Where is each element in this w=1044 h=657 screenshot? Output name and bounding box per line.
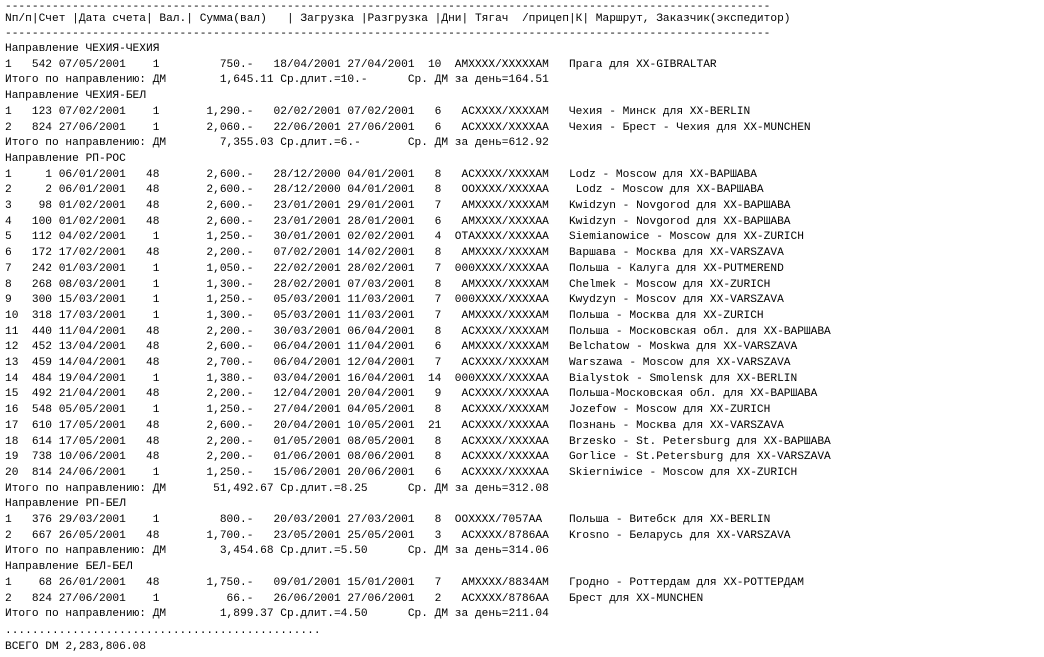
table-row: 13 459 14/04/2001 48 2,700.- 06/04/2001 12/04/2001 7 ACXXXX/XXXXAM Warszawa - Moscow для XX-VARSZAVA: [5, 357, 791, 369]
table-row: 1 123 07/02/2001 1 1,290.- 02/02/2001 07/02/2001 6 ACXXXX/XXXXAM Чехия - Минск для XX-BERLIN: [5, 105, 751, 118]
table-row: 18 614 17/05/2001 48 2,200.- 01/05/2001 08/05/2001 8 ACXXXX/XXXXAA Brzesko - St. Petersburg для XX-ВАРШАВА: [5, 435, 831, 448]
table-row: 9 300 15/03/2001 1 1,250.- 05/03/2001 11/03/2001 7 000XXXX/XXXXAA Kwydzyn - Moscov для XX-VARSZAVA: [5, 294, 784, 307]
table-row: 1 68 26/01/2001 48 1,750.- 09/01/2001 15/01/2001 7 AMXXXX/8834AM Гродно - Роттердам для XX-РОТТЕРДАМ: [5, 576, 804, 589]
table-row: 3 98 01/02/2001 48 2,600.- 23/01/2001 29/01/2001 7 AMXXXX/XXXXAM Kwidzyn - Novgorod для XX-ВАРШАВА: [5, 200, 791, 212]
table-row: 11 440 11/04/2001 48 2,200.- 30/03/2001 06/04/2001 8 ACXXXX/XXXXAM Польша - Московская обл. для XX-ВАРШАВА: [5, 325, 831, 338]
separator-top: ------------------------------------------------------------------------------------------------------------------: [5, 1, 771, 13]
table-row: 17 610 17/05/2001 48 2,600.- 20/04/2001 10/05/2001 21 ACXXXX/XXXXAA Познань - Москва для XX-VARSZAVA: [5, 419, 784, 432]
direction-heading: Направление БЕЛ-БЕЛ: [5, 561, 133, 574]
direction-total: Итого по направлению: ДМ 7,355.03 Ср.длит.=6.- Ср. ДМ за день=612.92: [5, 137, 549, 150]
direction-heading: Направление ЧЕХИЯ-ЧЕХИЯ: [5, 43, 160, 55]
table-row: 2 824 27/06/2001 1 66.- 26/06/2001 27/06/2001 2 ACXXXX/8786AA Брест для XX-MUNCHEN: [5, 592, 704, 605]
table-row: 12 452 13/04/2001 48 2,600.- 06/04/2001 11/04/2001 6 AMXXXX/XXXXAM Belchatow - Moskwa для XX-VARSZAVA: [5, 341, 798, 354]
table-row: 6 172 17/02/2001 48 2,200.- 07/02/2001 14/02/2001 8 AMXXXX/XXXXAM Варшава - Москва для XX-VARSZAVA: [5, 247, 784, 260]
grand-total: ВСЕГО DM 2,283,806.08: [5, 640, 146, 653]
direction-total: Итого по направлению: ДМ 51,492.67 Ср.длит.=8.25 Ср. ДМ за день=312.08: [5, 482, 549, 495]
table-row: 14 484 19/04/2001 1 1,380.- 03/04/2001 16/04/2001 14 000XXXX/XXXXAA Bialystok - Smolensk для XX-BERLIN: [5, 372, 798, 385]
table-row: 10 318 17/03/2001 1 1,300.- 05/03/2001 11/03/2001 7 AMXXXX/XXXXAM Польша - Москва для XX-ZURICH: [5, 309, 764, 322]
table-row: 2 2 06/01/2001 48 2,600.- 28/12/2000 04/01/2001 8 OOXXXX/XXXXAA Lodz - Moscow для XX-ВАРШАВА: [5, 184, 764, 197]
table-row: 16 548 05/05/2001 1 1,250.- 27/04/2001 04/05/2001 8 ACXXXX/XXXXAM Jozefow - Moscow для XX-ZURICH: [5, 404, 771, 417]
direction-total: Итого по направлению: ДМ 3,454.68 Ср.длит.=5.50 Ср. ДМ за день=314.06: [5, 545, 549, 558]
table-row: 19 738 10/06/2001 48 2,200.- 01/06/2001 08/06/2001 8 ACXXXX/XXXXAA Gorlice - St.Petersburg для XX-VARSZAVA: [5, 451, 831, 464]
direction-heading: Направление РП-БЕЛ: [5, 498, 126, 511]
table-row: 20 814 24/06/2001 1 1,250.- 15/06/2001 20/06/2001 6 ACXXXX/XXXXAA Skierniwice - Moscow для XX-ZURICH: [5, 466, 798, 479]
direction-total: Итого по направлению: ДМ 1,645.11 Ср.длит.=10.- Ср. ДМ за день=164.51: [5, 74, 549, 87]
table-row: 4 100 01/02/2001 48 2,600.- 23/01/2001 28/01/2001 6 AMXXXX/XXXXAA Kwidzyn - Novgorod для XX-ВАРШАВА: [5, 215, 791, 228]
table-row: 2 667 26/05/2001 48 1,700.- 23/05/2001 25/05/2001 3 ACXXXX/8786AA Krosno - Беларусь для XX-VARSZAVA: [5, 529, 791, 542]
table-row: 2 824 27/06/2001 1 2,060.- 22/06/2001 27/06/2001 6 ACXXXX/XXXXAA Чехия - Брест - Чехия для XX-MUNCHEN: [5, 121, 811, 134]
table-row: 15 492 21/04/2001 48 2,200.- 12/04/2001 20/04/2001 9 ACXXXX/XXXXAA Польша-Московская обл. для XX-ВАРШАВА: [5, 388, 818, 401]
table-row: 5 112 04/02/2001 1 1,250.- 30/01/2001 02/02/2001 4 OTAXXXX/XXXXAA Siemianowice - Moscow для XX-ZURICH: [5, 231, 804, 244]
separator-bottom: ------------------------------------------------------------------------------------------------------------------: [5, 28, 771, 40]
direction-heading: Направление РП-РОС: [5, 152, 126, 165]
table-row: 1 542 07/05/2001 1 750.- 18/04/2001 27/04/2001 10 AMXXXX/XXXXXAM Прага для XX-GIBRALTAR: [5, 58, 717, 71]
table-row: 1 1 06/01/2001 48 2,600.- 28/12/2000 04/01/2001 8 ACXXXX/XXXXAM Lodz - Moscow для XX-ВАРШАВА: [5, 168, 757, 181]
dotted-rule: ...............................................: [5, 624, 321, 637]
table-row: 1 376 29/03/2001 1 800.- 20/03/2001 27/03/2001 8 OOXXXX/7057AA Польша - Витебск для XX-BERLIN: [5, 514, 771, 526]
table-row: 7 242 01/03/2001 1 1,050.- 22/02/2001 28/02/2001 7 000XXXX/XXXXAA Польша - Калуга для XX-PUTMEREND: [5, 262, 784, 275]
direction-heading: Направление ЧЕХИЯ-БЕЛ: [5, 90, 146, 103]
column-header: Nп/п|Счет |Дата счета| Вал.| Сумма(вал) | Загрузка |Разгрузка |Дни| Тягач /прицеп|К| Маршрут, Заказчик(экспедитор): [5, 13, 791, 25]
table-row: 8 268 08/03/2001 1 1,300.- 28/02/2001 07/03/2001 8 AMXXXX/XXXXAM Chelmek - Moscow для XX-ZURICH: [5, 278, 771, 291]
direction-total: Итого по направлению: ДМ 1,899.37 Ср.длит.=4.50 Ср. ДМ за день=211.04: [5, 608, 549, 621]
